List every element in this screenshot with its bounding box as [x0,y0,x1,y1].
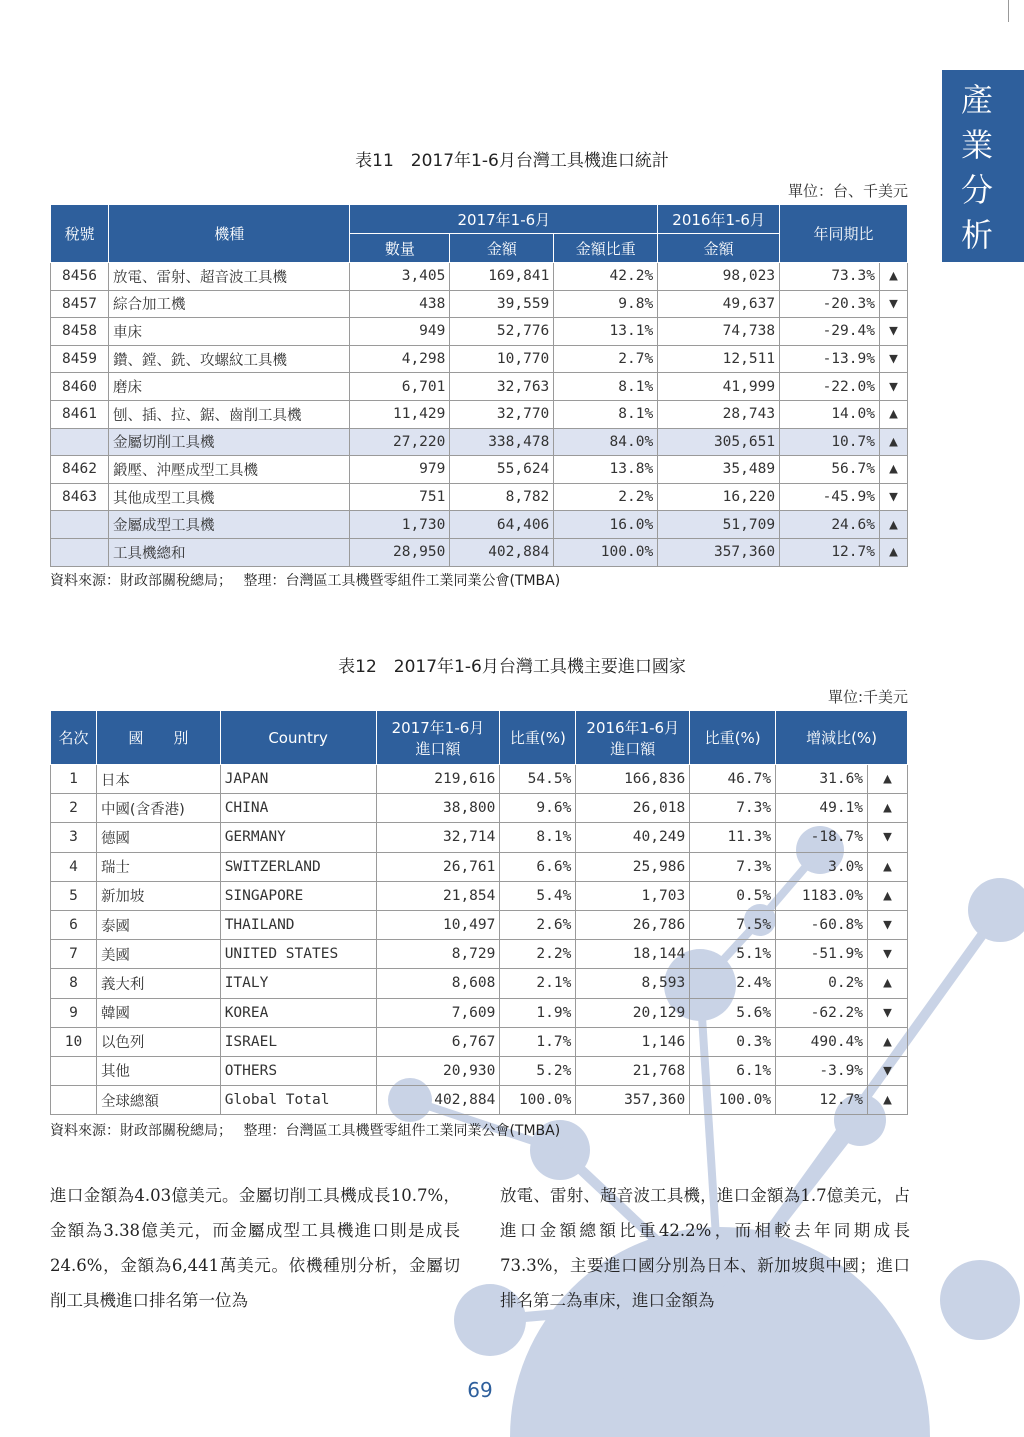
top-crop-mark [1008,0,1009,22]
cell-import-2016: 20,129 [576,998,690,1027]
down-arrow-icon: ▼ [879,318,907,346]
cell-country-en: Global Total [220,1086,376,1115]
cell-import-2016: 26,018 [576,794,690,823]
cell-country: 新加坡 [96,881,220,910]
cell-yoy: 12.7% [780,538,880,566]
cell-share: 84.0% [554,428,658,456]
table-row [51,823,908,852]
cell-country: 以色列 [96,1027,220,1056]
header-amount: 金額 [450,234,554,263]
cell-machine-type: 磨床 [108,373,350,401]
cell-import-2016: 21,768 [576,1056,690,1085]
cell-share-2016: 46.7% [690,765,776,794]
cell-country-en: KOREA [220,998,376,1027]
cell-amount: 52,776 [450,318,554,346]
header-2017-label: 2017年1-6月 [391,718,485,737]
cell-import-2016: 357,360 [576,1086,690,1115]
cell-change: 1183.0% [776,881,868,910]
cell-prev-amount: 35,489 [658,456,780,484]
cell-change: -60.8% [776,910,868,939]
up-arrow-icon: ▲ [868,852,908,881]
cell-country: 瑞士 [96,852,220,881]
header-2017: 2017年1-6月 [350,205,658,234]
header-rank: 名次 [51,711,97,765]
cell-qty: 28,950 [350,538,450,566]
table-row [51,290,908,318]
up-arrow-icon: ▲ [868,1027,908,1056]
cell-prev-amount: 12,511 [658,345,780,373]
cell-share-2017: 100.0% [500,1086,576,1115]
cell-rank: 3 [51,823,97,852]
cell-import-2017: 6,767 [376,1027,500,1056]
cell-change: -18.7% [776,823,868,852]
cell-country-en: ITALY [220,969,376,998]
table-row [51,1027,908,1056]
cell-share-2017: 2.2% [500,940,576,969]
cell-code [51,538,109,566]
cell-code: 8461 [51,400,109,428]
header-change: 增減比(%) [776,711,908,765]
down-arrow-icon: ▼ [868,940,908,969]
section-tab-char: 析 [960,216,993,254]
table-row [51,511,908,539]
cell-machine-type: 金屬成型工具機 [108,511,350,539]
table-row [51,263,908,291]
cell-change: -62.2% [776,998,868,1027]
cell-rank: 8 [51,969,97,998]
cell-prev-amount: 49,637 [658,290,780,318]
cell-rank: 2 [51,794,97,823]
cell-amount: 55,624 [450,456,554,484]
cell-qty: 27,220 [350,428,450,456]
cell-qty: 1,730 [350,511,450,539]
header-country: 國 別 [96,711,220,765]
table12-body [51,765,908,1115]
cell-import-2016: 8,593 [576,969,690,998]
cell-share-2017: 2.6% [500,910,576,939]
cell-country: 其他 [96,1056,220,1085]
table-row [51,910,908,939]
cell-prev-amount: 74,738 [658,318,780,346]
header-country-en: Country [220,711,376,765]
cell-qty: 6,701 [350,373,450,401]
cell-import-2017: 402,884 [376,1086,500,1115]
header-qty: 數量 [350,234,450,263]
cell-rank: 10 [51,1027,97,1056]
cell-share: 9.8% [554,290,658,318]
cell-share-2016: 6.1% [690,1056,776,1085]
cell-change: 3.0% [776,852,868,881]
up-arrow-icon: ▲ [868,969,908,998]
cell-prev-amount: 305,651 [658,428,780,456]
up-arrow-icon: ▲ [879,428,907,456]
cell-share-2017: 6.6% [500,852,576,881]
cell-import-2016: 26,786 [576,910,690,939]
cell-share-2016: 100.0% [690,1086,776,1115]
cell-country-en: CHINA [220,794,376,823]
cell-yoy: -13.9% [780,345,880,373]
cell-change: -51.9% [776,940,868,969]
table-row [51,400,908,428]
cell-country-en: GERMANY [220,823,376,852]
cell-country: 日本 [96,765,220,794]
table-row [51,852,908,881]
cell-machine-type: 鑽、鏜、銑、攻螺紋工具機 [108,345,350,373]
header-2016-import [576,711,690,765]
cell-amount: 39,559 [450,290,554,318]
cell-change: 0.2% [776,969,868,998]
up-arrow-icon: ▲ [868,881,908,910]
cell-rank [51,1056,97,1085]
down-arrow-icon: ▼ [868,910,908,939]
table11 [50,204,908,567]
cell-qty: 4,298 [350,345,450,373]
cell-yoy: 24.6% [780,511,880,539]
header-2016-sub: 進口額 [610,739,656,758]
cell-import-2016: 40,249 [576,823,690,852]
cell-change: 49.1% [776,794,868,823]
cell-share-2017: 54.5% [500,765,576,794]
cell-country-en: SINGAPORE [220,881,376,910]
cell-qty: 949 [350,318,450,346]
cell-machine-type: 放電、雷射、超音波工具機 [108,263,350,291]
section-tab-char: 產 [960,81,993,119]
table-row [51,483,908,511]
cell-country: 泰國 [96,910,220,939]
cell-rank: 5 [51,881,97,910]
cell-share-2017: 1.9% [500,998,576,1027]
cell-import-2017: 38,800 [376,794,500,823]
section-tab-char: 業 [960,126,993,164]
cell-machine-type: 綜合加工機 [108,290,350,318]
cell-code [51,511,109,539]
cell-import-2017: 21,854 [376,881,500,910]
cell-prev-amount: 41,999 [658,373,780,401]
table12-unit: 單位:千美元 [827,688,908,706]
section-tab-char: 分 [960,171,993,209]
cell-share-2016: 7.5% [690,910,776,939]
table12-source: 資料來源：財政部關稅總局； 整理：台灣區工具機暨零組件工業同業公會(TMBA) [50,1123,561,1139]
header-2016: 2016年1-6月 [658,205,780,234]
header-2017-import [376,711,500,765]
cell-prev-amount: 51,709 [658,511,780,539]
up-arrow-icon: ▲ [879,400,907,428]
cell-import-2017: 8,729 [376,940,500,969]
cell-country: 韓國 [96,998,220,1027]
header-2016-amount: 金額 [658,234,780,263]
up-arrow-icon: ▲ [868,1086,908,1115]
table-row [51,1056,908,1085]
cell-share-2016: 5.1% [690,940,776,969]
cell-code: 8459 [51,345,109,373]
cell-prev-amount: 16,220 [658,483,780,511]
cell-import-2016: 1,146 [576,1027,690,1056]
cell-code: 8463 [51,483,109,511]
table11-unit: 單位：台、千美元 [787,182,908,200]
cell-prev-amount: 28,743 [658,400,780,428]
cell-machine-type: 鍛壓、沖壓成型工具機 [108,456,350,484]
cell-qty: 438 [350,290,450,318]
table-row [51,345,908,373]
cell-amount: 64,406 [450,511,554,539]
cell-prev-amount: 357,360 [658,538,780,566]
cell-share-2017: 8.1% [500,823,576,852]
cell-share: 2.7% [554,345,658,373]
table-row [51,881,908,910]
cell-import-2017: 219,616 [376,765,500,794]
cell-import-2017: 10,497 [376,910,500,939]
cell-share-2016: 7.3% [690,794,776,823]
up-arrow-icon: ▲ [868,765,908,794]
cell-share-2016: 5.6% [690,998,776,1027]
cell-share: 13.1% [554,318,658,346]
cell-yoy: 56.7% [780,456,880,484]
cell-code [51,428,109,456]
cell-machine-type: 刨、插、拉、鋸、齒削工具機 [108,400,350,428]
table-row [51,428,908,456]
table-row [51,373,908,401]
table-row [51,998,908,1027]
cell-change: 31.6% [776,765,868,794]
cell-import-2016: 25,986 [576,852,690,881]
cell-share: 100.0% [554,538,658,566]
cell-share-2017: 5.4% [500,881,576,910]
cell-yoy: 14.0% [780,400,880,428]
header-share-2017: 比重(%) [500,711,576,765]
body-text-left: 進口金額為4.03億美元。金屬切削工具機成長10.7%，金額為3.38億美元，而金屬成型工具機進口則是成長24.6%，金額為6,441萬美元。依機種別分析，金屬切削工具機進口排名第一位為 [50,1186,460,1310]
cell-prev-amount: 98,023 [658,263,780,291]
cell-yoy: 73.3% [780,263,880,291]
cell-import-2016: 18,144 [576,940,690,969]
up-arrow-icon: ▲ [879,263,907,291]
cell-amount: 338,478 [450,428,554,456]
cell-code: 8458 [51,318,109,346]
cell-share-2016: 7.3% [690,852,776,881]
cell-country-en: JAPAN [220,765,376,794]
cell-amount: 10,770 [450,345,554,373]
cell-code: 8460 [51,373,109,401]
page-number: 69 [467,1378,493,1402]
down-arrow-icon: ▼ [879,290,907,318]
table-row [51,940,908,969]
header-2016-label: 2016年1-6月 [586,718,680,737]
table-row [51,1086,908,1115]
cell-share-2016: 2.4% [690,969,776,998]
up-arrow-icon: ▲ [879,538,907,566]
header-code: 稅號 [51,205,109,263]
cell-rank: 9 [51,998,97,1027]
cell-rank [51,1086,97,1115]
cell-share-2017: 9.6% [500,794,576,823]
cell-qty: 11,429 [350,400,450,428]
cell-import-2017: 32,714 [376,823,500,852]
cell-change: 490.4% [776,1027,868,1056]
table12-caption: 表12 2017年1-6月台灣工具機主要進口國家 [338,657,686,677]
cell-import-2016: 166,836 [576,765,690,794]
cell-country-en: OTHERS [220,1056,376,1085]
cell-share-2016: 11.3% [690,823,776,852]
cell-machine-type: 其他成型工具機 [108,483,350,511]
cell-share: 13.8% [554,456,658,484]
cell-import-2017: 26,761 [376,852,500,881]
cell-amount: 169,841 [450,263,554,291]
cell-share-2017: 1.7% [500,1027,576,1056]
cell-share: 2.2% [554,483,658,511]
cell-import-2017: 7,609 [376,998,500,1027]
cell-yoy: -29.4% [780,318,880,346]
cell-country-en: THAILAND [220,910,376,939]
cell-yoy: 10.7% [780,428,880,456]
cell-country: 美國 [96,940,220,969]
cell-country: 德國 [96,823,220,852]
cell-amount: 32,770 [450,400,554,428]
cell-amount: 8,782 [450,483,554,511]
section-tab-label [942,78,1012,258]
cell-share-2016: 0.5% [690,881,776,910]
cell-qty: 751 [350,483,450,511]
header-share: 金額比重 [554,234,658,263]
cell-country: 全球總額 [96,1086,220,1115]
cell-machine-type: 工具機總和 [108,538,350,566]
table11-body [51,263,908,567]
header-yoy: 年同期比 [780,205,908,263]
table-row [51,794,908,823]
table12 [50,710,908,1115]
cell-share-2017: 2.1% [500,969,576,998]
down-arrow-icon: ▼ [879,483,907,511]
cell-code: 8462 [51,456,109,484]
table-row [51,538,908,566]
cell-share: 8.1% [554,400,658,428]
cell-yoy: -45.9% [780,483,880,511]
table-row [51,456,908,484]
down-arrow-icon: ▼ [868,823,908,852]
cell-rank: 6 [51,910,97,939]
cell-change: 12.7% [776,1086,868,1115]
cell-country-en: ISRAEL [220,1027,376,1056]
table11-source: 資料來源：財政部關稅總局； 整理：台灣區工具機暨零組件工業同業公會(TMBA) [50,573,561,589]
down-arrow-icon: ▼ [879,373,907,401]
body-text-right: 放電、雷射、超音波工具機，進口金額為1.7億美元，占進口金額總額比重42.2%，而相較去年同期成長73.3%，主要進口國分別為日本、新加坡與中國；進口排名第二為車床，進口金額為 [500,1186,910,1310]
table-row [51,765,908,794]
cell-yoy: -20.3% [780,290,880,318]
cell-country: 中國(含香港) [96,794,220,823]
down-arrow-icon: ▼ [868,1056,908,1085]
header-type: 機種 [108,205,350,263]
cell-import-2016: 1,703 [576,881,690,910]
cell-rank: 1 [51,765,97,794]
header-2017-sub: 進口額 [415,739,461,758]
cell-country: 義大利 [96,969,220,998]
cell-share: 42.2% [554,263,658,291]
up-arrow-icon: ▲ [868,794,908,823]
up-arrow-icon: ▲ [879,511,907,539]
cell-amount: 32,763 [450,373,554,401]
cell-qty: 3,405 [350,263,450,291]
cell-machine-type: 金屬切削工具機 [108,428,350,456]
cell-rank: 4 [51,852,97,881]
table-row [51,318,908,346]
cell-share-2017: 5.2% [500,1056,576,1085]
cell-share: 16.0% [554,511,658,539]
cell-country-en: UNITED STATES [220,940,376,969]
cell-import-2017: 20,930 [376,1056,500,1085]
cell-code: 8457 [51,290,109,318]
header-share-2016: 比重(%) [690,711,776,765]
cell-country-en: SWITZERLAND [220,852,376,881]
cell-yoy: -22.0% [780,373,880,401]
cell-machine-type: 車床 [108,318,350,346]
cell-code: 8456 [51,263,109,291]
table-row [51,969,908,998]
cell-share-2016: 0.3% [690,1027,776,1056]
cell-import-2017: 8,608 [376,969,500,998]
cell-rank: 7 [51,940,97,969]
cell-change: -3.9% [776,1056,868,1085]
down-arrow-icon: ▼ [879,345,907,373]
down-arrow-icon: ▼ [868,998,908,1027]
cell-share: 8.1% [554,373,658,401]
cell-amount: 402,884 [450,538,554,566]
cell-qty: 979 [350,456,450,484]
up-arrow-icon: ▲ [879,456,907,484]
table11-caption: 表11 2017年1-6月台灣工具機進口統計 [355,151,669,171]
